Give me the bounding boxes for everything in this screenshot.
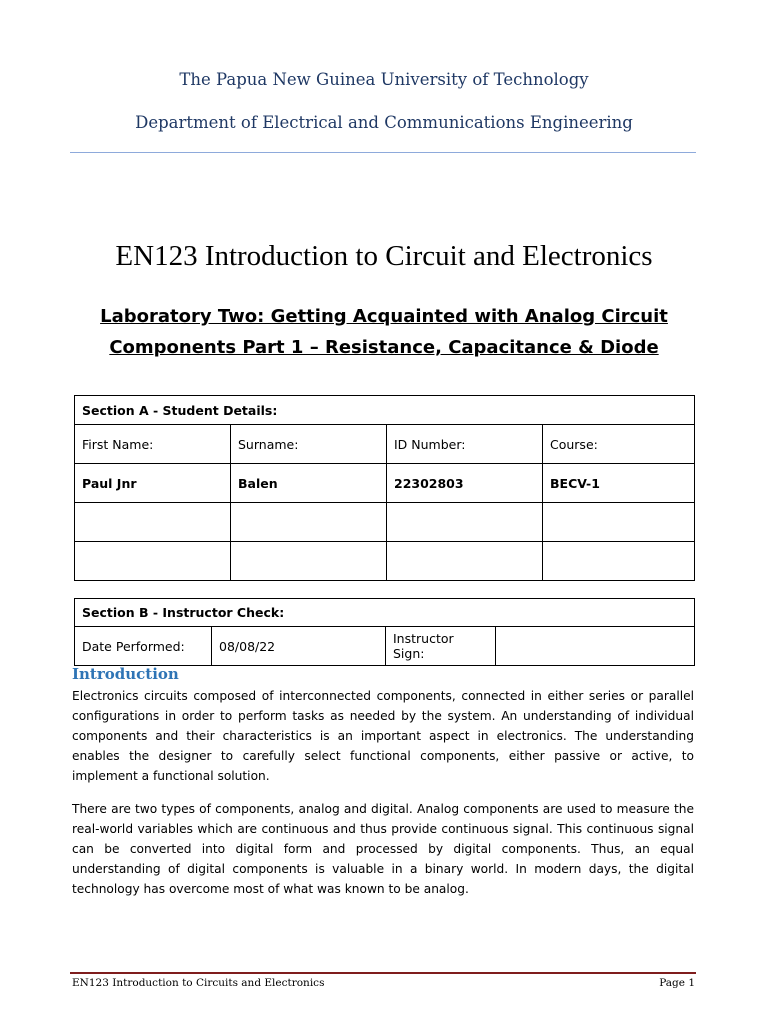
section-a-heading: Section A - Student Details: <box>75 396 695 425</box>
table-row <box>75 542 695 581</box>
student-details-table <box>74 395 695 581</box>
introduction-paragraph-2: There are two types of components, analog and digital. Analog components are used to measure the real-world variables which are continuous and thus provide continuous signal. This continuous signal can be converted into digital form and processed by digital components. Thus, an equal understanding of digital components is valuable in a binary world. In modern days, the digital technology has overcome most of what was known to be analog. <box>72 802 694 896</box>
university-name: The Papua New Guinea University of Technology <box>179 70 589 89</box>
column-header-course: Course: <box>543 425 695 464</box>
page-number: Page 1 <box>659 977 695 989</box>
date-performed-label: Date Performed: <box>75 627 212 666</box>
date-performed-value: 08/08/22 <box>212 627 386 666</box>
footer-course-title: EN123 Introduction to Circuits and Electronics <box>72 977 325 989</box>
instructor-sign-label: Instructor Sign: <box>386 627 496 666</box>
header-divider <box>70 152 696 153</box>
lab-title-line-2: Components Part 1 – Resistance, Capacitance & Diode <box>109 337 659 358</box>
section-b-heading: Section B - Instructor Check: <box>75 599 695 627</box>
table-row <box>75 464 695 503</box>
instructor-check-table <box>74 598 695 666</box>
empty-cell <box>387 503 543 542</box>
introduction-paragraph-1: Electronics circuits composed of interconnected components, connected in either series or parallel configurations in order to perform tasks as needed by the system. An understanding of individual components and their characteristics is an important aspect in electronics. The understanding enables the designer to carefully select functional components, either passive or active, to implement a functional solution. <box>72 689 694 783</box>
column-header-id-number: ID Number: <box>387 425 543 464</box>
course-value: BECV-1 <box>543 464 695 503</box>
id-number-value: 22302803 <box>387 464 543 503</box>
empty-cell <box>543 503 695 542</box>
lab-title-line-1: Laboratory Two: Getting Acquainted with Analog Circuit <box>100 306 668 327</box>
course-title: EN123 Introduction to Circuit and Electronics <box>115 240 653 272</box>
empty-cell <box>543 542 695 581</box>
empty-cell <box>231 542 387 581</box>
table-row <box>75 503 695 542</box>
empty-cell <box>387 542 543 581</box>
surname-value: Balen <box>231 464 387 503</box>
column-header-first-name: First Name: <box>75 425 231 464</box>
instructor-sign-value <box>496 627 695 666</box>
column-header-surname: Surname: <box>231 425 387 464</box>
first-name-value: Paul Jnr <box>75 464 231 503</box>
department-name: Department of Electrical and Communications Engineering <box>135 113 633 132</box>
empty-cell <box>75 503 231 542</box>
empty-cell <box>231 503 387 542</box>
introduction-heading: Introduction <box>72 665 179 683</box>
empty-cell <box>75 542 231 581</box>
footer-divider <box>70 972 696 974</box>
